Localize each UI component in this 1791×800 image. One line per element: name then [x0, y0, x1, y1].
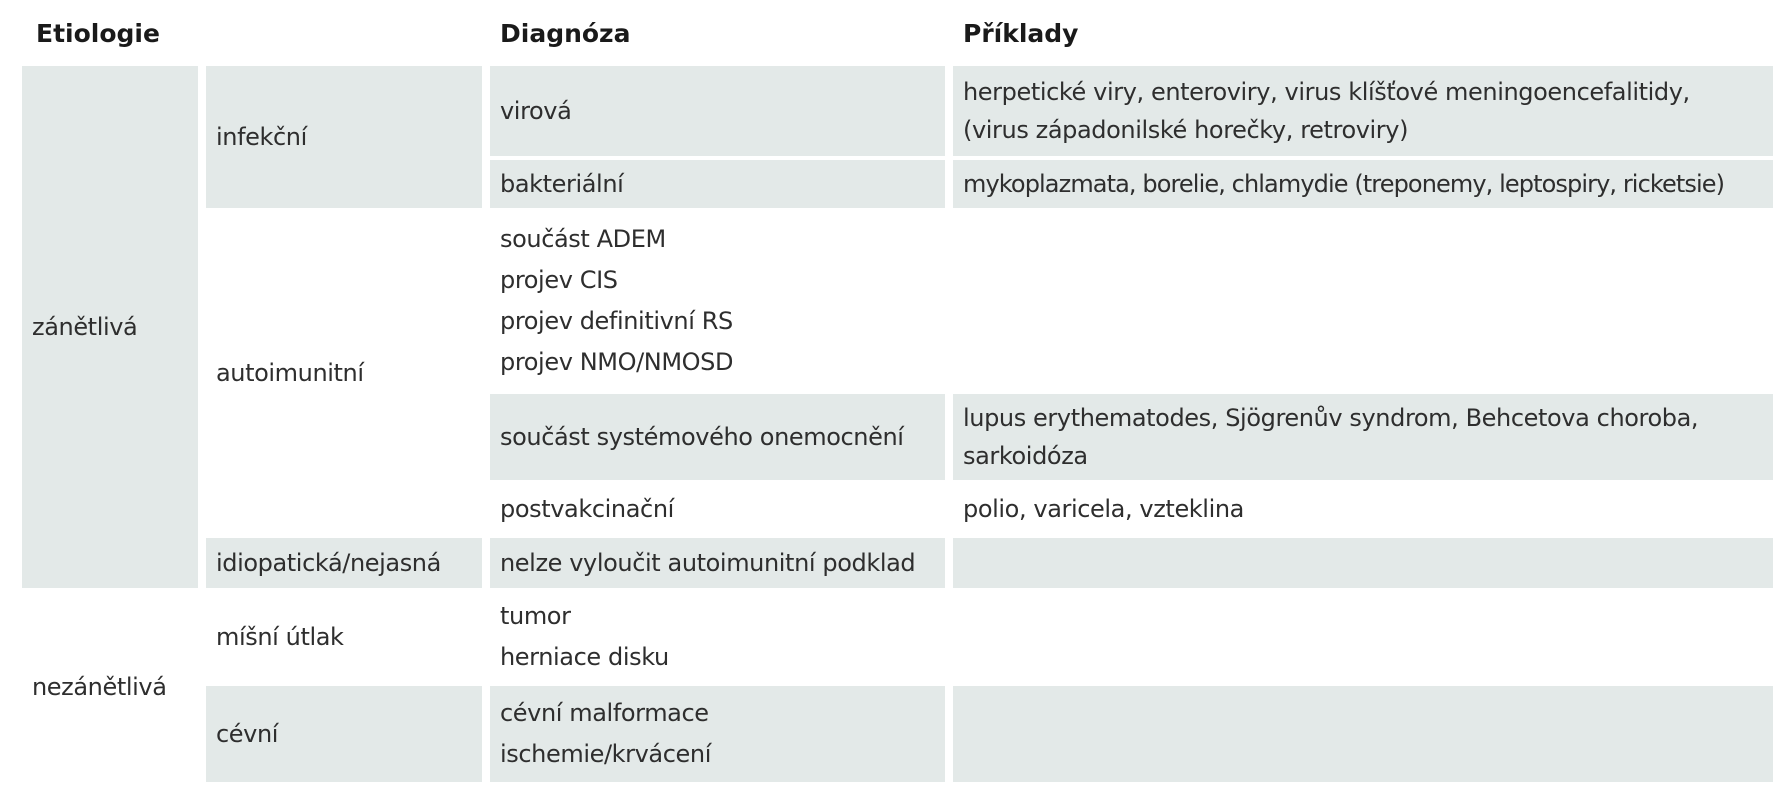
- subgroup-autoimmune-label: autoimunitní: [216, 358, 364, 387]
- etiology-noninflammatory-label: nezánětlivá: [32, 672, 167, 701]
- examples-viral-line-1: herpetické viry, enteroviry, virus klíšťové meningoencefalitidy,: [963, 78, 1690, 106]
- examples-idiopathic-empty: [953, 538, 1773, 588]
- examples-bacterial-label: mykoplazmata, borelie, chlamydie (treponemy, leptospiry, ricketsie): [963, 169, 1725, 198]
- examples-viral: [953, 66, 1773, 156]
- diagnosis-idiopathic-label: nelze vyloučit autoimunitní podklad: [500, 548, 916, 577]
- diagnosis-viral: [490, 66, 945, 156]
- subgroup-vascular: [206, 686, 482, 782]
- diagnosis-systemic-label: součást systémového onemocnění: [500, 422, 904, 451]
- subgroup-vascular-label: cévní: [216, 719, 279, 748]
- diagnosis-postvaccination-label: postvakcinační: [500, 494, 674, 523]
- diagnosis-postvaccination: [490, 484, 945, 534]
- etiology-inflammatory-label: zánětlivá: [32, 312, 138, 341]
- subgroup-autoimmune: [206, 212, 482, 534]
- examples-postvaccination: [953, 484, 1773, 534]
- diagnosis-autoimmune-list: [490, 212, 945, 390]
- examples-vascular-empty: [953, 686, 1773, 782]
- examples-systemic-line-1: lupus erythematodes, Sjögrenův syndrom, Behcetova choroba,: [963, 404, 1699, 432]
- examples-postvaccination-label: polio, varicela, vzteklina: [963, 494, 1244, 523]
- diagnosis-bacterial: [490, 160, 945, 208]
- subgroup-compression-label: míšní útlak: [216, 622, 344, 651]
- diagnosis-bacterial-label: bakteriální: [500, 169, 624, 198]
- diagnosis-rs: projev definitivní RS: [500, 307, 733, 335]
- header-etiology: Etiologie: [36, 18, 160, 48]
- diagnosis-idiopathic: [490, 538, 945, 588]
- diagnosis-tumor: tumor: [500, 602, 571, 630]
- header-diagnosis: Diagnóza: [500, 18, 631, 48]
- diagnosis-viral-label: virová: [500, 96, 572, 125]
- subgroup-compression: [206, 592, 482, 682]
- diagnosis-adem: součást ADEM: [500, 225, 666, 253]
- diagnosis-vascular-list: [490, 686, 945, 782]
- subgroup-infectious: [206, 66, 482, 208]
- diagnosis-compression-list: [490, 592, 945, 682]
- examples-bacterial: [953, 160, 1773, 208]
- examples-systemic: [953, 394, 1773, 480]
- diagnosis-disc-herniation: herniace disku: [500, 643, 669, 671]
- subgroup-infectious-label: infekční: [216, 122, 307, 151]
- subgroup-idiopathic: [206, 538, 482, 588]
- header-examples: Příklady: [963, 18, 1079, 48]
- diagnosis-vascular-malformation: cévní malformace: [500, 699, 709, 727]
- etiology-inflammatory: [22, 66, 198, 588]
- examples-viral-line-2: (virus západonilské horečky, retroviry): [963, 116, 1409, 144]
- examples-autoimmune-empty: [953, 212, 1773, 390]
- examples-compression-empty: [953, 592, 1773, 682]
- examples-systemic-line-2: sarkoidóza: [963, 442, 1088, 470]
- etiology-noninflammatory: [22, 592, 198, 782]
- diagnosis-systemic: [490, 394, 945, 480]
- diagnosis-ischemia: ischemie/krvácení: [500, 740, 711, 768]
- subgroup-idiopathic-label: idiopatická/nejasná: [216, 548, 441, 577]
- diagnosis-nmo: projev NMO/NMOSD: [500, 348, 734, 376]
- diagnosis-cis: projev CIS: [500, 266, 618, 294]
